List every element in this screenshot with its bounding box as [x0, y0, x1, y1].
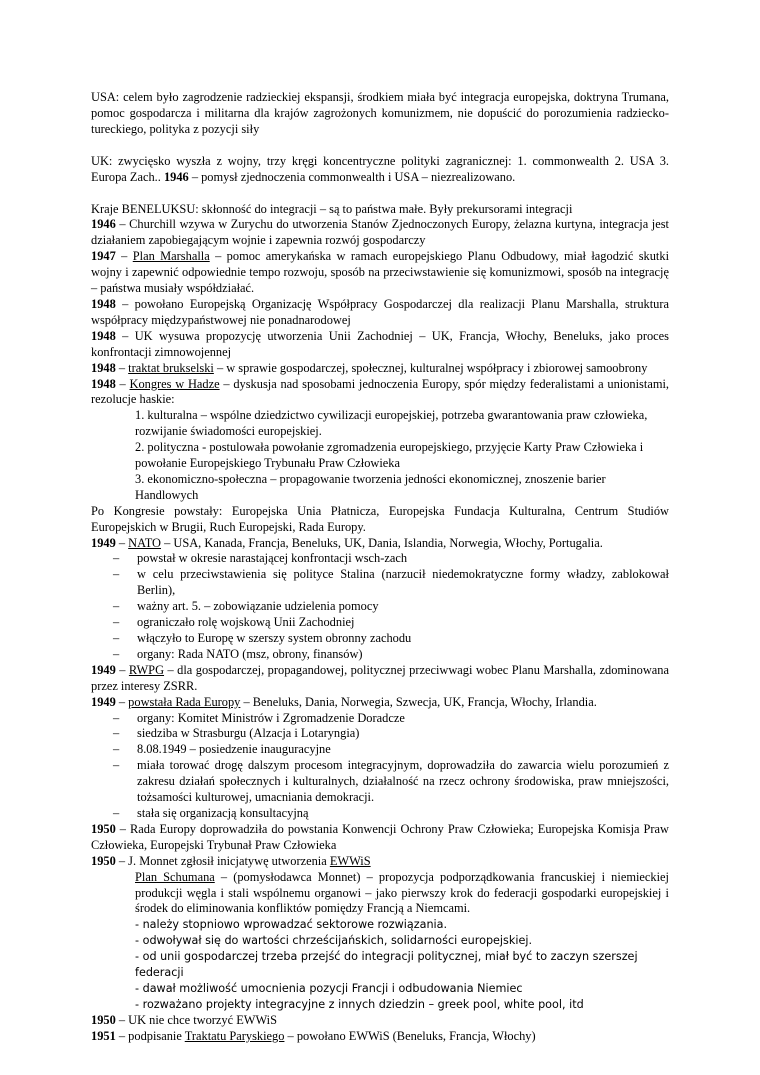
event-1951-paris [91, 1029, 669, 1045]
event-text: – UK nie chce tworzyć EWWiS [115, 1012, 277, 1027]
list-item-text: w celu przeciwstawienia się polityce Stalina (narzucił niedemokratyczne formy władzy, zablokował Berlin), [137, 567, 669, 598]
year-label: 1949 [91, 535, 116, 550]
traktat-brukselski-term: traktat brukselski [128, 360, 214, 375]
dash-bullet: – [113, 646, 120, 661]
list-item-text: ważny art. 5. – zobowiązanie udzielenia pomocy [137, 599, 379, 614]
event-text: – J. Monnet zgłosił inicjatywę utworzenia [115, 853, 330, 868]
plan-schumana-term: Plan Schumana [135, 869, 215, 884]
paragraph-benelux: Kraje BENELUKSU: skłonność do integracji – są to państwa małe. Były prekursorami integracji [91, 201, 573, 216]
schuman-plan [135, 870, 669, 918]
event-1948-oeec [91, 297, 669, 329]
list-item [91, 742, 669, 758]
document-body [91, 90, 669, 1045]
traktat-paryski-term: Traktatu Paryskiego [184, 1028, 285, 1043]
event-1950-uk [91, 1013, 669, 1029]
list-item [91, 615, 669, 631]
year-label: 1949 [91, 694, 116, 709]
event-text: – Churchill wzywa w Zurychu do utworzenia Stanów Zjednoczonych Europy, żelazna kurtyna, integracja jest działaniem zapobiegającym wojnie i zapewnia rozwój gospodarczy [91, 217, 669, 248]
hague-resolution-item: 1. kulturalna – wspólne dziedzictwo cywilizacji europejskiej, potrzeba gwarantowania praw człowieka, rozwijanie świadomości europejskiej. [135, 408, 648, 439]
list-item [91, 631, 669, 647]
uk-text: UK: zwycięsko wyszła z wojny, trzy kręgi koncentryczne polityki zagranicznej: 1. commonwealth 2. USA 3. Europa Zach.. [91, 153, 669, 184]
paragraph-after-congress: Po Kongresie powstały: Europejska Unia Płatnicza, Europejska Fundacja Kulturalna, Centrum Studiów Europejskich w Brugii, Ruch Europejski, Rada Europy. [91, 503, 669, 534]
event-text: – podpisanie [115, 1028, 185, 1043]
list-item [91, 551, 669, 567]
schuman-point: - odwoływał się do wartości chrześcijańskich, solidarności europejskiej. [135, 934, 532, 948]
nato-list [91, 551, 669, 662]
schuman-point: - rozważano projekty integracyjne z innych dziedzin – greek pool, white pool, itd [135, 997, 584, 1011]
dash-bullet: – [113, 758, 120, 773]
list-item [91, 711, 669, 727]
plan-marshalla-term: Plan Marshalla [132, 249, 210, 264]
year-label: 1948 [91, 360, 116, 375]
list-item-text: 8.08.1949 – posiedzenie inauguracyjne [137, 742, 331, 757]
year-label: 1950 [91, 1012, 116, 1027]
event-text: – w sprawie gospodarczej, społecznej, kulturalnej współpracy i zbiorowej samoobrony [213, 360, 648, 375]
dash-bullet: – [113, 805, 120, 820]
uk-text-end: – pomysł zjednoczenia commonwealth i USA – niezrealizowano. [188, 169, 516, 184]
list-item-text: włączyło to Europę w szerszy system obronny zachodu [137, 631, 412, 645]
event-text: – dla gospodarczej, propagandowej, politycznej przeciwwagi wobec Planu Marshalla, zdominowana przez interesy ZSRR. [91, 662, 669, 693]
event-text: – powołano Europejską Organizację Współpracy Gospodarczej dla realizacji Planu Marshalla, struktura współpracy międzypaństwowej nie ponadnarodowej [91, 296, 669, 327]
schuman-text: – (pomysłodawca Monnet) – propozycja podporządkowania francuskiej i niemieckiej produkcji węgla i stali wspólnemu organowi – jako pierwszy krok do federacji gospodarki europejskiej i środek do eliminowania konfliktów pomiędzy Francją a Niemcami. [135, 869, 669, 916]
event-1946 [91, 217, 669, 249]
dash-bullet: – [113, 551, 120, 566]
list-item-text: organy: Komitet Ministrów i Zgromadzenie Doradcze [137, 710, 405, 725]
year-label: 1950 [91, 821, 116, 836]
list-item [91, 647, 669, 663]
list-item [91, 567, 669, 599]
event-dash: – [115, 360, 129, 375]
nato-term: NATO [128, 535, 161, 550]
event-text: – Beneluks, Dania, Norwegia, Szwecja, UK, Francja, Włochy, Irlandia. [240, 694, 597, 709]
list-item [91, 599, 669, 615]
event-1947 [91, 249, 669, 297]
year-label: 1946 [91, 217, 116, 232]
event-dash: – [115, 249, 133, 264]
year-label: 1947 [91, 249, 116, 264]
event-dash: – [115, 694, 129, 709]
rada-europy-term: powstała Rada Europy [128, 694, 241, 709]
event-text: – UK wysuwa propozycję utworzenia Unii Zachodniej – UK, Francja, Włochy, Beneluks, jako proces konfrontacji zimnowojennej [91, 328, 669, 359]
event-1948-western-union [91, 329, 669, 361]
list-item-text: stała się organizacją konsultacyjną [137, 805, 309, 820]
council-list [91, 711, 669, 822]
paragraph-usa: USA: celem było zagrodzenie radzieckiej ekspansji, środkiem miała być integracja europejska, doktryna Trumana, pomoc gospodarcza i militarna dla krajów zagrożonych komunizmem, nie dopuścić do porozumienia radziecko-tureckiego, polityka z pozycji siły [91, 90, 669, 136]
event-text: – Rada Europy doprowadziła do powstania Konwencji Ochrony Praw Człowieka; Europejska Komisja Praw Człowieka, Europejski Trybunał Praw Człowieka [91, 821, 669, 852]
dash-bullet: – [113, 742, 120, 757]
list-item-text: organy: Rada NATO (msz, obrony, finansów) [137, 646, 363, 661]
year-label: 1951 [91, 1028, 116, 1043]
year-label: 1950 [91, 853, 116, 868]
dash-bullet: – [113, 710, 120, 725]
list-item [91, 806, 669, 822]
dash-bullet: – [113, 631, 120, 645]
year-label: 1948 [91, 376, 116, 391]
year-label: 1948 [91, 296, 116, 311]
ewwis-term: EWWiS [329, 853, 371, 868]
event-1950-convention [91, 822, 669, 854]
rwpg-term: RWPG [128, 662, 165, 677]
list-item-text: siedziba w Strasburgu (Alzacja i Lotaryngia) [137, 726, 360, 741]
list-item-text: powstał w okresie narastającej konfrontacji wsch-zach [137, 551, 408, 566]
event-1948-brussels [91, 361, 669, 377]
dash-bullet: – [113, 726, 120, 741]
event-dash: – [115, 376, 130, 391]
event-text: – dyskusja nad sposobami jednoczenia Europy, spór między federalistami a unionistami, rezolucje haskie: [91, 376, 670, 407]
year-label: 1946 [163, 169, 189, 184]
kongres-w-hadze-term: Kongres w Hadze [129, 376, 220, 391]
event-1950-monnet [91, 854, 669, 870]
list-item [91, 758, 669, 806]
schuman-point: - dawał możliwość umocnienia pozycji Francji i odbudowania Niemiec [135, 981, 523, 995]
hague-resolution-item: 3. ekonomiczno-społeczna – propagowanie tworzenia jedności ekonomicznej, znoszenie barier Handlowych [135, 471, 606, 502]
list-item-text: miała torować drogę dalszym procesom integracyjnym, doprowadziła do zawarcia wielu porozumień z zakresu działań społecznych i kulturalnych, działalność na rzecz ochrony środowiska, praw mniejszości, tożsamości kulturowej, umacniania demokracji. [137, 758, 669, 805]
dash-bullet: – [113, 599, 120, 614]
event-text: – powołano EWWiS (Beneluks, Francja, Włochy) [284, 1028, 536, 1043]
event-1949-council [91, 695, 669, 711]
event-dash: – [115, 535, 129, 550]
paragraph-uk [91, 154, 669, 186]
event-1948-hague [91, 377, 669, 409]
schuman-point: - od unii gospodarczej trzeba przejść do integracji politycznej, miał być to zaczyn szerszej federacji [135, 950, 638, 980]
schuman-point: - należy stopniowo wprowadzać sektorowe rozwiązania. [135, 918, 448, 932]
event-dash: – [115, 662, 129, 677]
dash-bullet: – [113, 615, 120, 630]
event-1949-rwpg [91, 663, 669, 695]
list-item [91, 726, 669, 742]
year-label: 1949 [91, 662, 116, 677]
event-text: – USA, Kanada, Francja, Beneluks, UK, Dania, Islandia, Norwegia, Włochy, Portugalia. [161, 535, 603, 550]
event-1949-nato [91, 536, 669, 552]
event-text: – pomoc amerykańska w ramach europejskiego Planu Odbudowy, miał łagodzić skutki wojny i zapewnić odpowiednie tempo rozwoju, sposób na przeciwstawienie się komunizmowi, sposób na integrację – państwa musiały współdziałać. [91, 249, 670, 296]
dash-bullet: – [113, 567, 120, 582]
hague-resolution-item: 2. polityczna - postulowała powołanie zgromadzenia europejskiego, przyjęcie Karty Praw Człowieka i powołanie Europejskiego Trybunału Praw Człowieka [135, 440, 644, 471]
list-item-text: ograniczało rolę wojskową Unii Zachodniej [137, 615, 355, 630]
year-label: 1948 [91, 328, 116, 343]
